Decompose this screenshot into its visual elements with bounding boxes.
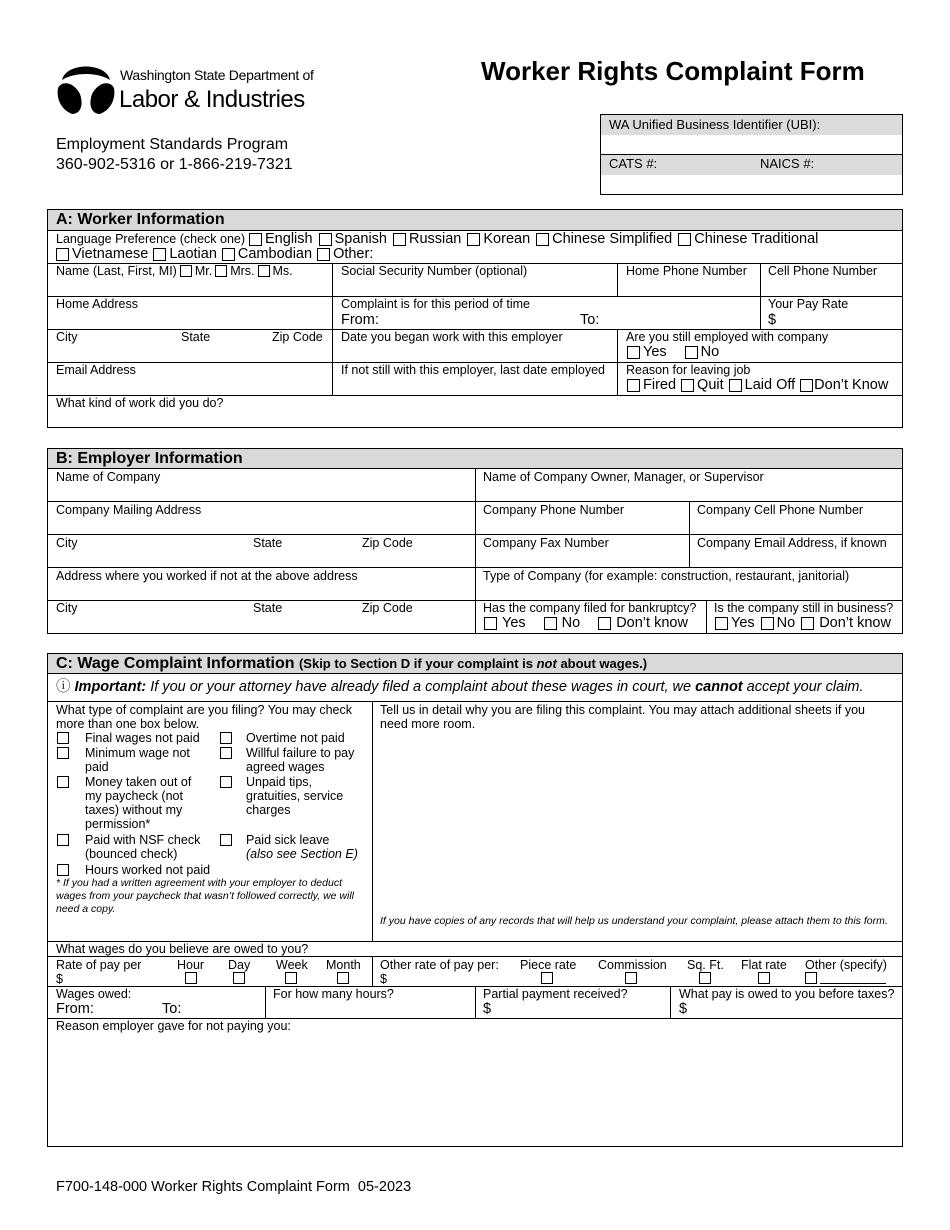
lang-russian[interactable]: Russian — [393, 231, 461, 247]
checkbox-icon[interactable] — [467, 233, 480, 246]
checkbox-icon[interactable] — [57, 747, 69, 759]
title-mrs[interactable]: Mrs. — [215, 264, 254, 278]
last-date-label: If not still with this employer, last date employed — [341, 363, 606, 377]
unit-commission-checkbox-icon[interactable] — [625, 972, 637, 984]
pay-rate-label: Your Pay Rate — [768, 297, 849, 311]
naics-label: NAICS #: — [760, 156, 815, 171]
cell-phone-label: Cell Phone Number — [768, 264, 878, 278]
pay-rate-dollar: $ — [768, 312, 777, 328]
type-final-wages[interactable]: Final wages not paid — [56, 731, 206, 745]
title-mr[interactable]: Mr. — [180, 264, 212, 278]
unit-week-label: Week — [276, 958, 308, 972]
unit-hour-label: Hour — [177, 958, 205, 972]
unit-piece-rate-checkbox-icon[interactable] — [541, 972, 553, 984]
checkbox-icon[interactable] — [220, 732, 232, 744]
lang-vietnamese[interactable]: Vietnamese — [56, 246, 148, 262]
checkbox-icon[interactable] — [153, 248, 166, 261]
worked-state-label: State — [253, 601, 283, 615]
checkbox-icon[interactable] — [57, 776, 69, 788]
unit-sqft-checkbox-icon[interactable] — [699, 972, 711, 984]
checkbox-icon[interactable] — [685, 346, 698, 359]
began-work-label: Date you began work with this employer — [341, 330, 563, 344]
type-nsf-check[interactable]: Paid with NSF check (bounced check) — [56, 833, 206, 861]
form-title: Worker Rights Complaint Form — [481, 56, 865, 86]
checkbox-icon[interactable] — [220, 776, 232, 788]
company-email-label: Company Email Address, if known — [697, 536, 887, 550]
program-name: Employment Standards Program — [56, 136, 289, 153]
bankruptcy-label: Has the company filed for bankruptcy? — [483, 601, 697, 615]
checkbox-icon[interactable] — [715, 617, 728, 630]
checkbox-icon[interactable] — [319, 233, 332, 246]
name-label: Name (Last, First, MI) — [56, 264, 177, 278]
kind-of-work-label: What kind of work did you do? — [56, 396, 224, 410]
reason-quit[interactable]: Quit — [681, 377, 724, 393]
unit-commission-label: Commission — [598, 958, 667, 972]
wages-to-label: To: — [162, 1001, 182, 1017]
cats-label: CATS #: — [609, 156, 658, 171]
wages-owed-question: What wages do you believe are owed to you? — [56, 942, 309, 956]
before-taxes-label: What pay is owed to you before taxes? — [679, 987, 895, 1001]
company-zip-label: Zip Code — [362, 536, 413, 550]
ubi-label: WA Unified Business Identifier (UBI): — [609, 117, 821, 132]
lang-english[interactable]: English — [249, 231, 313, 247]
city-label: City — [56, 330, 78, 344]
checkbox-icon[interactable] — [800, 379, 813, 392]
checkbox-icon[interactable] — [729, 379, 742, 392]
in-business-label: Is the company still in business? — [714, 601, 894, 615]
sick-leave-note: (also see Section E) — [246, 847, 358, 861]
type-money-taken[interactable]: Money taken out of my paycheck (not taxes) without my permission* — [56, 775, 206, 831]
checkbox-icon[interactable] — [801, 617, 814, 630]
section-b-title: B: Employer Information — [48, 449, 902, 469]
agency-logo — [54, 54, 118, 118]
type-sick-leave[interactable]: Paid sick leave (also see Section E) — [219, 833, 369, 861]
program-phone: 360-902-5316 or 1-866-219-7321 — [56, 156, 293, 173]
rate-dollar: $ — [56, 972, 63, 986]
records-note: If you have copies of any records that will help us understand your complaint, please attach them to this form. — [380, 915, 888, 927]
checkbox-icon[interactable] — [57, 732, 69, 744]
checkbox-icon[interactable] — [222, 248, 235, 261]
type-minimum-wage[interactable]: Minimum wage not paid — [56, 746, 206, 774]
lang-chinese-simplified[interactable]: Chinese Simplified — [536, 231, 672, 247]
company-state-label: State — [253, 536, 283, 550]
bankruptcy-no[interactable]: No — [544, 615, 581, 631]
complaint-types-label: What type of complaint are you filing? You may check more than one box below. — [56, 703, 352, 731]
info-icon: ⓘ — [56, 679, 71, 695]
agency-name-line2: Labor & Industries — [119, 86, 305, 113]
hours-label: For how many hours? — [273, 987, 394, 1001]
lang-korean[interactable]: Korean — [467, 231, 530, 247]
unit-day-checkbox-icon[interactable] — [233, 972, 245, 984]
partial-payment-label: Partial payment received? — [483, 987, 628, 1001]
period-label: Complaint is for this period of time — [341, 297, 530, 311]
period-to-label: To: — [580, 312, 600, 328]
unit-month-checkbox-icon[interactable] — [337, 972, 349, 984]
in-business-yes[interactable]: Yes — [715, 615, 755, 631]
bankruptcy-dont-know[interactable]: Don’t know — [598, 615, 688, 631]
in-business-no[interactable]: No — [761, 615, 796, 631]
worked-address-label: Address where you worked if not at the above address — [56, 569, 358, 583]
deduction-footnote: * If you had a written agreement with your employer to deduct wages from your paycheck that wasn’t followed correctly, we will need a copy. — [56, 877, 355, 915]
checkbox-icon[interactable] — [249, 233, 262, 246]
unit-flat-rate-checkbox-icon[interactable] — [758, 972, 770, 984]
checkbox-icon[interactable] — [681, 379, 694, 392]
company-fax-label: Company Fax Number — [483, 536, 609, 550]
rate-of-pay-label: Rate of pay per — [56, 958, 142, 972]
still-employed-no[interactable]: No — [685, 344, 720, 360]
zip-label: Zip Code — [272, 330, 323, 344]
owner-label: Name of Company Owner, Manager, or Supervisor — [483, 470, 764, 484]
state-label: State — [181, 330, 211, 344]
unit-other-label: Other (specify) — [805, 958, 887, 972]
other-rate-label: Other rate of pay per: — [380, 958, 499, 972]
checkbox-icon[interactable] — [258, 265, 270, 277]
lang-chinese-traditional[interactable]: Chinese Traditional — [678, 231, 818, 247]
lang-spanish[interactable]: Spanish — [319, 231, 387, 247]
agency-name-line1: Washington State Department of — [120, 67, 314, 83]
language-preference-label: Language Preference (check one) — [56, 232, 246, 246]
home-phone-label: Home Phone Number — [626, 264, 747, 278]
checkbox-icon[interactable] — [180, 265, 192, 277]
in-business-dont-know[interactable]: Don’t know — [801, 615, 891, 631]
company-city-label: City — [56, 536, 78, 550]
checkbox-icon[interactable] — [484, 617, 497, 630]
partial-payment-dollar: $ — [483, 1001, 492, 1017]
unit-other-checkbox-icon[interactable] — [805, 972, 817, 984]
checkbox-icon[interactable] — [57, 864, 69, 876]
wages-from-label: From: — [56, 1001, 94, 1017]
home-address-label: Home Address — [56, 297, 138, 311]
checkbox-icon[interactable] — [215, 265, 227, 277]
type-unpaid-tips[interactable]: Unpaid tips, gratuities, service charges — [219, 775, 369, 817]
title-ms[interactable]: Ms. — [258, 264, 293, 278]
form-id-footer: F700-148-000 Worker Rights Complaint Form 05-2023 — [56, 1179, 412, 1195]
section-c-title: C: Wage Complaint Information (Skip to Section D if your complaint is not about wages.) — [56, 655, 648, 672]
type-hours-not-paid[interactable]: Hours worked not paid — [56, 863, 236, 877]
checkbox-icon[interactable] — [627, 346, 640, 359]
checkbox-icon[interactable] — [57, 834, 69, 846]
lni-logo-icon — [54, 54, 118, 118]
office-use-box — [600, 114, 903, 195]
type-overtime[interactable]: Overtime not paid — [219, 731, 369, 745]
still-employed-label: Are you still employed with company — [626, 330, 829, 344]
type-willful-failure[interactable]: Willful failure to pay agreed wages — [219, 746, 369, 774]
important-notice: ⓘ Important: If you or your attorney have already filed a complaint about these wages in court, we cannot accept your claim. — [56, 679, 864, 695]
lang-cambodian[interactable]: Cambodian — [222, 246, 312, 262]
checkbox-icon[interactable] — [317, 248, 330, 261]
unit-sqft-label: Sq. Ft. — [687, 958, 724, 972]
reason-dont-know[interactable]: Don’t Know — [800, 377, 888, 393]
ssn-label: Social Security Number (optional) — [341, 264, 528, 278]
lang-other[interactable]: Other: — [317, 246, 373, 262]
company-type-label: Type of Company (for example: construction, restaurant, janitorial) — [483, 569, 850, 583]
bankruptcy-yes[interactable]: Yes — [484, 615, 526, 631]
checkbox-icon[interactable] — [393, 233, 406, 246]
reason-fired[interactable]: Fired — [627, 377, 676, 393]
checkbox-icon[interactable] — [598, 617, 611, 630]
unit-week-checkbox-icon[interactable] — [285, 972, 297, 984]
before-taxes-dollar: $ — [679, 1001, 688, 1017]
reason-leaving-label: Reason for leaving job — [626, 363, 751, 377]
still-employed-yes[interactable]: Yes — [627, 344, 667, 360]
detail-label: Tell us in detail why you are filing this complaint. You may attach additional sheets if you need more room. — [380, 703, 865, 731]
unit-flat-rate-label: Flat rate — [741, 958, 787, 972]
mailing-address-label: Company Mailing Address — [56, 503, 202, 517]
email-label: Email Address — [56, 363, 136, 377]
unit-hour-checkbox-icon[interactable] — [185, 972, 197, 984]
company-name-label: Name of Company — [56, 470, 161, 484]
company-cell-label: Company Cell Phone Number — [697, 503, 864, 517]
worked-zip-label: Zip Code — [362, 601, 413, 615]
checkbox-icon[interactable] — [544, 617, 557, 630]
checkbox-icon[interactable] — [761, 617, 774, 630]
unit-day-label: Day — [228, 958, 251, 972]
checkbox-icon[interactable] — [678, 233, 691, 246]
checkbox-icon[interactable] — [220, 747, 232, 759]
lang-laotian[interactable]: Laotian — [153, 246, 217, 262]
worked-city-label: City — [56, 601, 78, 615]
unit-month-label: Month — [326, 958, 361, 972]
checkbox-icon[interactable] — [536, 233, 549, 246]
company-phone-label: Company Phone Number — [483, 503, 625, 517]
section-a-title: A: Worker Information — [48, 210, 902, 231]
period-from-label: From: — [341, 312, 379, 328]
other-rate-dollar: $ — [380, 972, 387, 986]
wages-owed-label: Wages owed: — [56, 987, 132, 1001]
reason-not-paying-label: Reason employer gave for not paying you: — [56, 1019, 291, 1033]
checkbox-icon[interactable] — [220, 834, 232, 846]
reason-laid-off[interactable]: Laid Off — [729, 377, 796, 393]
checkbox-icon[interactable] — [56, 248, 69, 261]
unit-piece-rate-label: Piece rate — [520, 958, 577, 972]
checkbox-icon[interactable] — [627, 379, 640, 392]
